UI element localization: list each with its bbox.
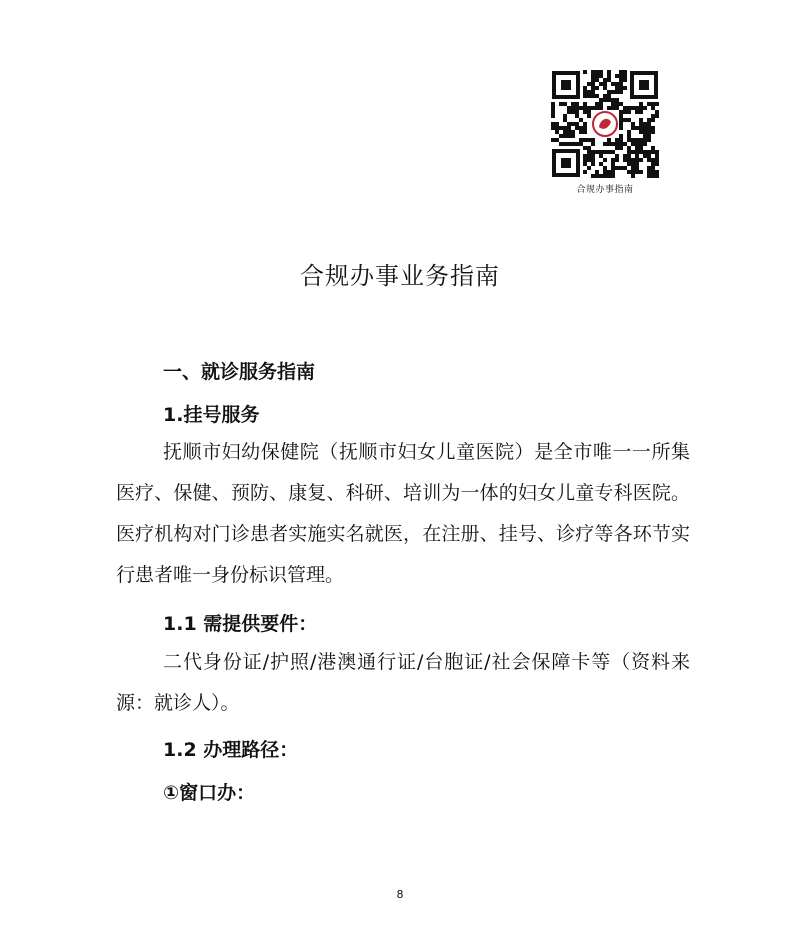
qr-module — [639, 122, 643, 126]
qr-module — [623, 70, 627, 74]
qr-module — [567, 126, 571, 130]
qr-module — [623, 86, 627, 90]
qr-module — [595, 174, 599, 178]
qr-module — [615, 138, 619, 142]
qr-module — [651, 174, 655, 178]
qr-module — [563, 102, 567, 106]
qr-module — [639, 126, 643, 130]
qr-module — [647, 174, 651, 178]
qr-module — [591, 154, 595, 158]
qr-module — [643, 134, 647, 138]
qr-module — [607, 78, 611, 82]
qr-module — [595, 106, 599, 110]
qr-module — [595, 70, 599, 74]
qr-module — [595, 150, 599, 154]
qr-module — [583, 70, 587, 74]
qr-module — [587, 150, 591, 154]
qr-module — [651, 170, 655, 174]
qr-module — [647, 138, 651, 142]
qr-module — [591, 74, 595, 78]
qr-module — [655, 162, 659, 166]
qr-module — [611, 102, 615, 106]
qr-module — [611, 106, 615, 110]
qr-module — [583, 138, 587, 142]
qr-module — [583, 122, 587, 126]
qr-module — [651, 162, 655, 166]
qr-module — [591, 138, 595, 142]
qr-module — [607, 106, 611, 110]
qr-module — [591, 106, 595, 110]
qr-module — [631, 122, 635, 126]
qr-module — [595, 74, 599, 78]
qr-module — [647, 154, 651, 158]
qr-module — [583, 130, 587, 134]
qr-module — [607, 174, 611, 178]
qr-module — [627, 154, 631, 158]
qr-module — [607, 98, 611, 102]
qr-module — [611, 90, 615, 94]
qr-module — [615, 154, 619, 158]
qr-module — [551, 102, 555, 106]
qr-module — [567, 110, 571, 114]
qr-module — [655, 114, 659, 118]
qr-module — [603, 150, 607, 154]
qr-module — [647, 166, 651, 170]
qr-module — [627, 146, 631, 150]
qr-module — [651, 150, 655, 154]
qr-module — [603, 166, 607, 170]
qr-module — [619, 102, 623, 106]
qr-module — [583, 146, 587, 150]
qr-module — [651, 102, 655, 106]
qr-module — [575, 142, 579, 146]
qr-module — [583, 170, 587, 174]
qr-module — [615, 74, 619, 78]
qr-module — [627, 138, 631, 142]
qr-module — [619, 110, 623, 114]
qr-module — [599, 154, 603, 158]
qr-module — [599, 74, 603, 78]
qr-module — [555, 138, 559, 142]
qr-module — [551, 106, 555, 110]
qr-module — [615, 82, 619, 86]
qr-module — [631, 166, 635, 170]
qr-module — [587, 154, 591, 158]
qr-module — [567, 142, 571, 146]
qr-module — [651, 146, 655, 150]
qr-module — [619, 74, 623, 78]
qr-module — [635, 126, 639, 130]
qr-module — [635, 146, 639, 150]
qr-module — [603, 78, 607, 82]
qr-module — [603, 82, 607, 86]
qr-module — [583, 162, 587, 166]
qr-module — [611, 158, 615, 162]
qr-module — [627, 150, 631, 154]
qr-module — [611, 166, 615, 170]
qr-module — [567, 134, 571, 138]
qr-module — [611, 98, 615, 102]
qr-module — [611, 142, 615, 146]
qr-module — [619, 134, 623, 138]
qr-module — [587, 158, 591, 162]
subsection-heading-window: ①窗口办： — [163, 782, 256, 804]
qr-module — [623, 166, 627, 170]
qr-module — [603, 142, 607, 146]
qr-module — [635, 138, 639, 142]
qr-module — [643, 142, 647, 146]
qr-module — [643, 154, 647, 158]
qr-module — [611, 162, 615, 166]
qr-module — [655, 158, 659, 162]
qr-module — [639, 170, 643, 174]
qr-module — [599, 82, 603, 86]
qr-module — [607, 94, 611, 98]
qr-module — [583, 110, 587, 114]
qr-module — [587, 110, 591, 114]
qr-module — [623, 158, 627, 162]
qr-module — [591, 150, 595, 154]
qr-module — [627, 106, 631, 110]
qr-module — [635, 170, 639, 174]
qr-module — [639, 142, 643, 146]
qr-module — [575, 110, 579, 114]
qr-module — [575, 102, 579, 106]
qr-module — [627, 158, 631, 162]
qr-module — [619, 118, 623, 122]
qr-module — [647, 126, 651, 130]
qr-module — [631, 170, 635, 174]
qr-module — [551, 126, 555, 130]
qr-module — [579, 106, 583, 110]
qr-module — [619, 90, 623, 94]
qr-code-image — [551, 70, 659, 178]
qr-module — [631, 150, 635, 154]
qr-module — [655, 102, 659, 106]
qr-module — [595, 170, 599, 174]
qr-module — [571, 102, 575, 106]
qr-module — [599, 106, 603, 110]
qr-module — [587, 146, 591, 150]
subsection-heading-registration: 1.挂号服务 — [163, 404, 260, 426]
qr-module — [639, 110, 643, 114]
qr-module — [575, 126, 579, 130]
qr-code-block — [548, 70, 662, 195]
qr-module — [643, 106, 647, 110]
qr-module — [587, 82, 591, 86]
qr-module — [615, 166, 619, 170]
qr-module — [571, 106, 575, 110]
qr-module — [579, 126, 583, 130]
qr-module — [571, 110, 575, 114]
qr-module — [587, 90, 591, 94]
qr-module — [583, 126, 587, 130]
qr-module — [587, 94, 591, 98]
qr-caption: 合规办事指南 — [576, 185, 634, 195]
qr-module — [571, 142, 575, 146]
qr-module — [579, 138, 583, 142]
qr-module — [611, 82, 615, 86]
qr-module — [595, 86, 599, 90]
qr-module — [591, 86, 595, 90]
section-heading-1: 一、就诊服务指南 — [163, 361, 316, 383]
qr-module — [635, 142, 639, 146]
qr-module — [651, 106, 655, 110]
qr-module — [635, 106, 639, 110]
qr-module — [619, 70, 623, 74]
qr-module — [619, 82, 623, 86]
qr-module — [591, 162, 595, 166]
qr-module — [599, 150, 603, 154]
qr-module — [571, 134, 575, 138]
qr-module — [563, 114, 567, 118]
qr-module — [631, 142, 635, 146]
qr-module — [583, 106, 587, 110]
page-title: 合规办事业务指南 — [300, 262, 500, 290]
qr-module — [591, 90, 595, 94]
qr-module — [651, 126, 655, 130]
qr-module — [579, 118, 583, 122]
qr-module — [591, 78, 595, 82]
qr-module — [647, 122, 651, 126]
qr-module — [651, 118, 655, 122]
qr-module — [591, 174, 595, 178]
qr-module — [651, 158, 655, 162]
qr-module — [607, 90, 611, 94]
qr-module — [595, 94, 599, 98]
qr-module — [619, 126, 623, 130]
qr-module — [631, 158, 635, 162]
qr-module — [563, 134, 567, 138]
qr-module — [623, 118, 627, 122]
qr-module — [607, 150, 611, 154]
qr-module — [635, 158, 639, 162]
qr-module — [595, 78, 599, 82]
qr-module — [559, 142, 563, 146]
qr-module — [575, 106, 579, 110]
subsection-heading-process-path: 1.2 办理路径： — [163, 739, 299, 761]
qr-module — [551, 110, 555, 114]
qr-module — [607, 70, 611, 74]
qr-module — [655, 174, 659, 178]
qr-module — [615, 98, 619, 102]
qr-module — [587, 166, 591, 170]
qr-module — [559, 134, 563, 138]
qr-module — [619, 122, 623, 126]
qr-module — [651, 130, 655, 134]
qr-module — [615, 102, 619, 106]
page-number: 8 — [396, 888, 404, 901]
qr-module — [587, 106, 591, 110]
qr-module — [583, 102, 587, 106]
qr-module — [627, 118, 631, 122]
qr-module — [639, 130, 643, 134]
qr-module — [587, 114, 591, 118]
qr-module — [595, 102, 599, 106]
qr-module — [583, 86, 587, 90]
qr-module — [571, 122, 575, 126]
qr-module — [571, 130, 575, 134]
qr-module — [575, 122, 579, 126]
qr-module — [627, 170, 631, 174]
qr-module — [551, 122, 555, 126]
qr-module — [607, 138, 611, 142]
qr-module — [567, 130, 571, 134]
qr-module — [643, 138, 647, 142]
qr-module — [591, 82, 595, 86]
qr-module — [611, 150, 615, 154]
qr-module — [599, 102, 603, 106]
qr-module — [635, 162, 639, 166]
qr-module — [619, 146, 623, 150]
qr-module — [607, 170, 611, 174]
qr-module — [559, 126, 563, 130]
qr-module — [615, 158, 619, 162]
qr-module — [623, 106, 627, 110]
qr-module — [647, 130, 651, 134]
qr-module — [603, 98, 607, 102]
qr-module — [647, 170, 651, 174]
qr-module — [551, 138, 555, 142]
qr-module — [647, 118, 651, 122]
qr-module — [583, 94, 587, 98]
qr-module — [639, 146, 643, 150]
qr-module — [639, 106, 643, 110]
qr-module — [635, 110, 639, 114]
qr-module — [599, 174, 603, 178]
qr-module — [639, 102, 643, 106]
qr-module — [591, 94, 595, 98]
qr-module — [619, 142, 623, 146]
qr-module — [567, 122, 571, 126]
qr-module — [651, 114, 655, 118]
qr-module — [639, 138, 643, 142]
qr-module — [655, 154, 659, 158]
qr-module — [603, 174, 607, 178]
required-docs-paragraph: 二代身份证/护照/港澳通行证/台胞证/社会保障卡等（资料来源：就诊人）。 — [116, 651, 690, 714]
qr-module — [591, 158, 595, 162]
qr-module — [623, 154, 627, 158]
qr-module — [647, 150, 651, 154]
qr-module — [639, 158, 643, 162]
qr-module — [631, 126, 635, 130]
qr-module — [615, 86, 619, 90]
qr-module — [591, 70, 595, 74]
qr-module — [631, 162, 635, 166]
qr-module — [623, 78, 627, 82]
qr-module — [575, 114, 579, 118]
qr-module — [631, 138, 635, 142]
qr-module — [623, 142, 627, 146]
qr-module — [603, 170, 607, 174]
qr-module — [555, 122, 559, 126]
qr-module — [627, 130, 631, 134]
qr-module — [583, 90, 587, 94]
qr-module — [615, 146, 619, 150]
qr-module — [619, 114, 623, 118]
subsection-heading-required-docs: 1.1 需提供要件： — [163, 613, 318, 635]
qr-module — [655, 170, 659, 174]
qr-module — [603, 158, 607, 162]
qr-module — [615, 142, 619, 146]
qr-module — [619, 166, 623, 170]
qr-module — [631, 174, 635, 178]
qr-module — [615, 106, 619, 110]
qr-module — [655, 150, 659, 154]
qr-module — [647, 158, 651, 162]
qr-module — [599, 162, 603, 166]
qr-module — [647, 134, 651, 138]
qr-module — [583, 154, 587, 158]
qr-module — [563, 142, 567, 146]
qr-module — [631, 106, 635, 110]
qr-module — [551, 114, 555, 118]
qr-module — [587, 138, 591, 142]
qr-module — [579, 142, 583, 146]
qr-module — [651, 166, 655, 170]
qr-module — [639, 150, 643, 154]
qr-module — [611, 170, 615, 174]
qr-module — [607, 74, 611, 78]
qr-module — [567, 106, 571, 110]
qr-module — [579, 130, 583, 134]
qr-module — [643, 150, 647, 154]
qr-module — [623, 110, 627, 114]
qr-module — [611, 174, 615, 178]
qr-module — [615, 90, 619, 94]
qr-module — [563, 126, 567, 130]
qr-module — [619, 78, 623, 82]
qr-module — [635, 166, 639, 170]
qr-module — [623, 74, 627, 78]
qr-module — [627, 162, 631, 166]
qr-module — [643, 126, 647, 130]
qr-module — [559, 102, 563, 106]
qr-module — [627, 110, 631, 114]
qr-module — [643, 122, 647, 126]
qr-module — [619, 138, 623, 142]
qr-module — [643, 130, 647, 134]
qr-module — [639, 118, 643, 122]
qr-module — [603, 94, 607, 98]
qr-module — [635, 154, 639, 158]
qr-module — [635, 150, 639, 154]
intro-paragraph: 抚顺市妇幼保健院（抚顺市妇女儿童医院）是全市唯一一所集医疗、保健、预防、康复、科研、培训为一体的妇女儿童专科医院。医疗机构对门诊患者实施实名就医，在注册、挂号、诊疗等各环节实行患者唯一身份标识管理。 — [116, 441, 690, 586]
qr-module — [555, 130, 559, 134]
qr-module — [627, 134, 631, 138]
qr-module — [563, 130, 567, 134]
qr-module — [603, 86, 607, 90]
qr-module — [563, 118, 567, 122]
qr-module — [647, 102, 651, 106]
qr-module — [655, 110, 659, 114]
qr-module — [599, 98, 603, 102]
qr-module — [555, 126, 559, 130]
qr-module — [619, 86, 623, 90]
qr-module — [583, 158, 587, 162]
qr-module — [599, 70, 603, 74]
qr-module — [607, 142, 611, 146]
qr-module — [591, 142, 595, 146]
